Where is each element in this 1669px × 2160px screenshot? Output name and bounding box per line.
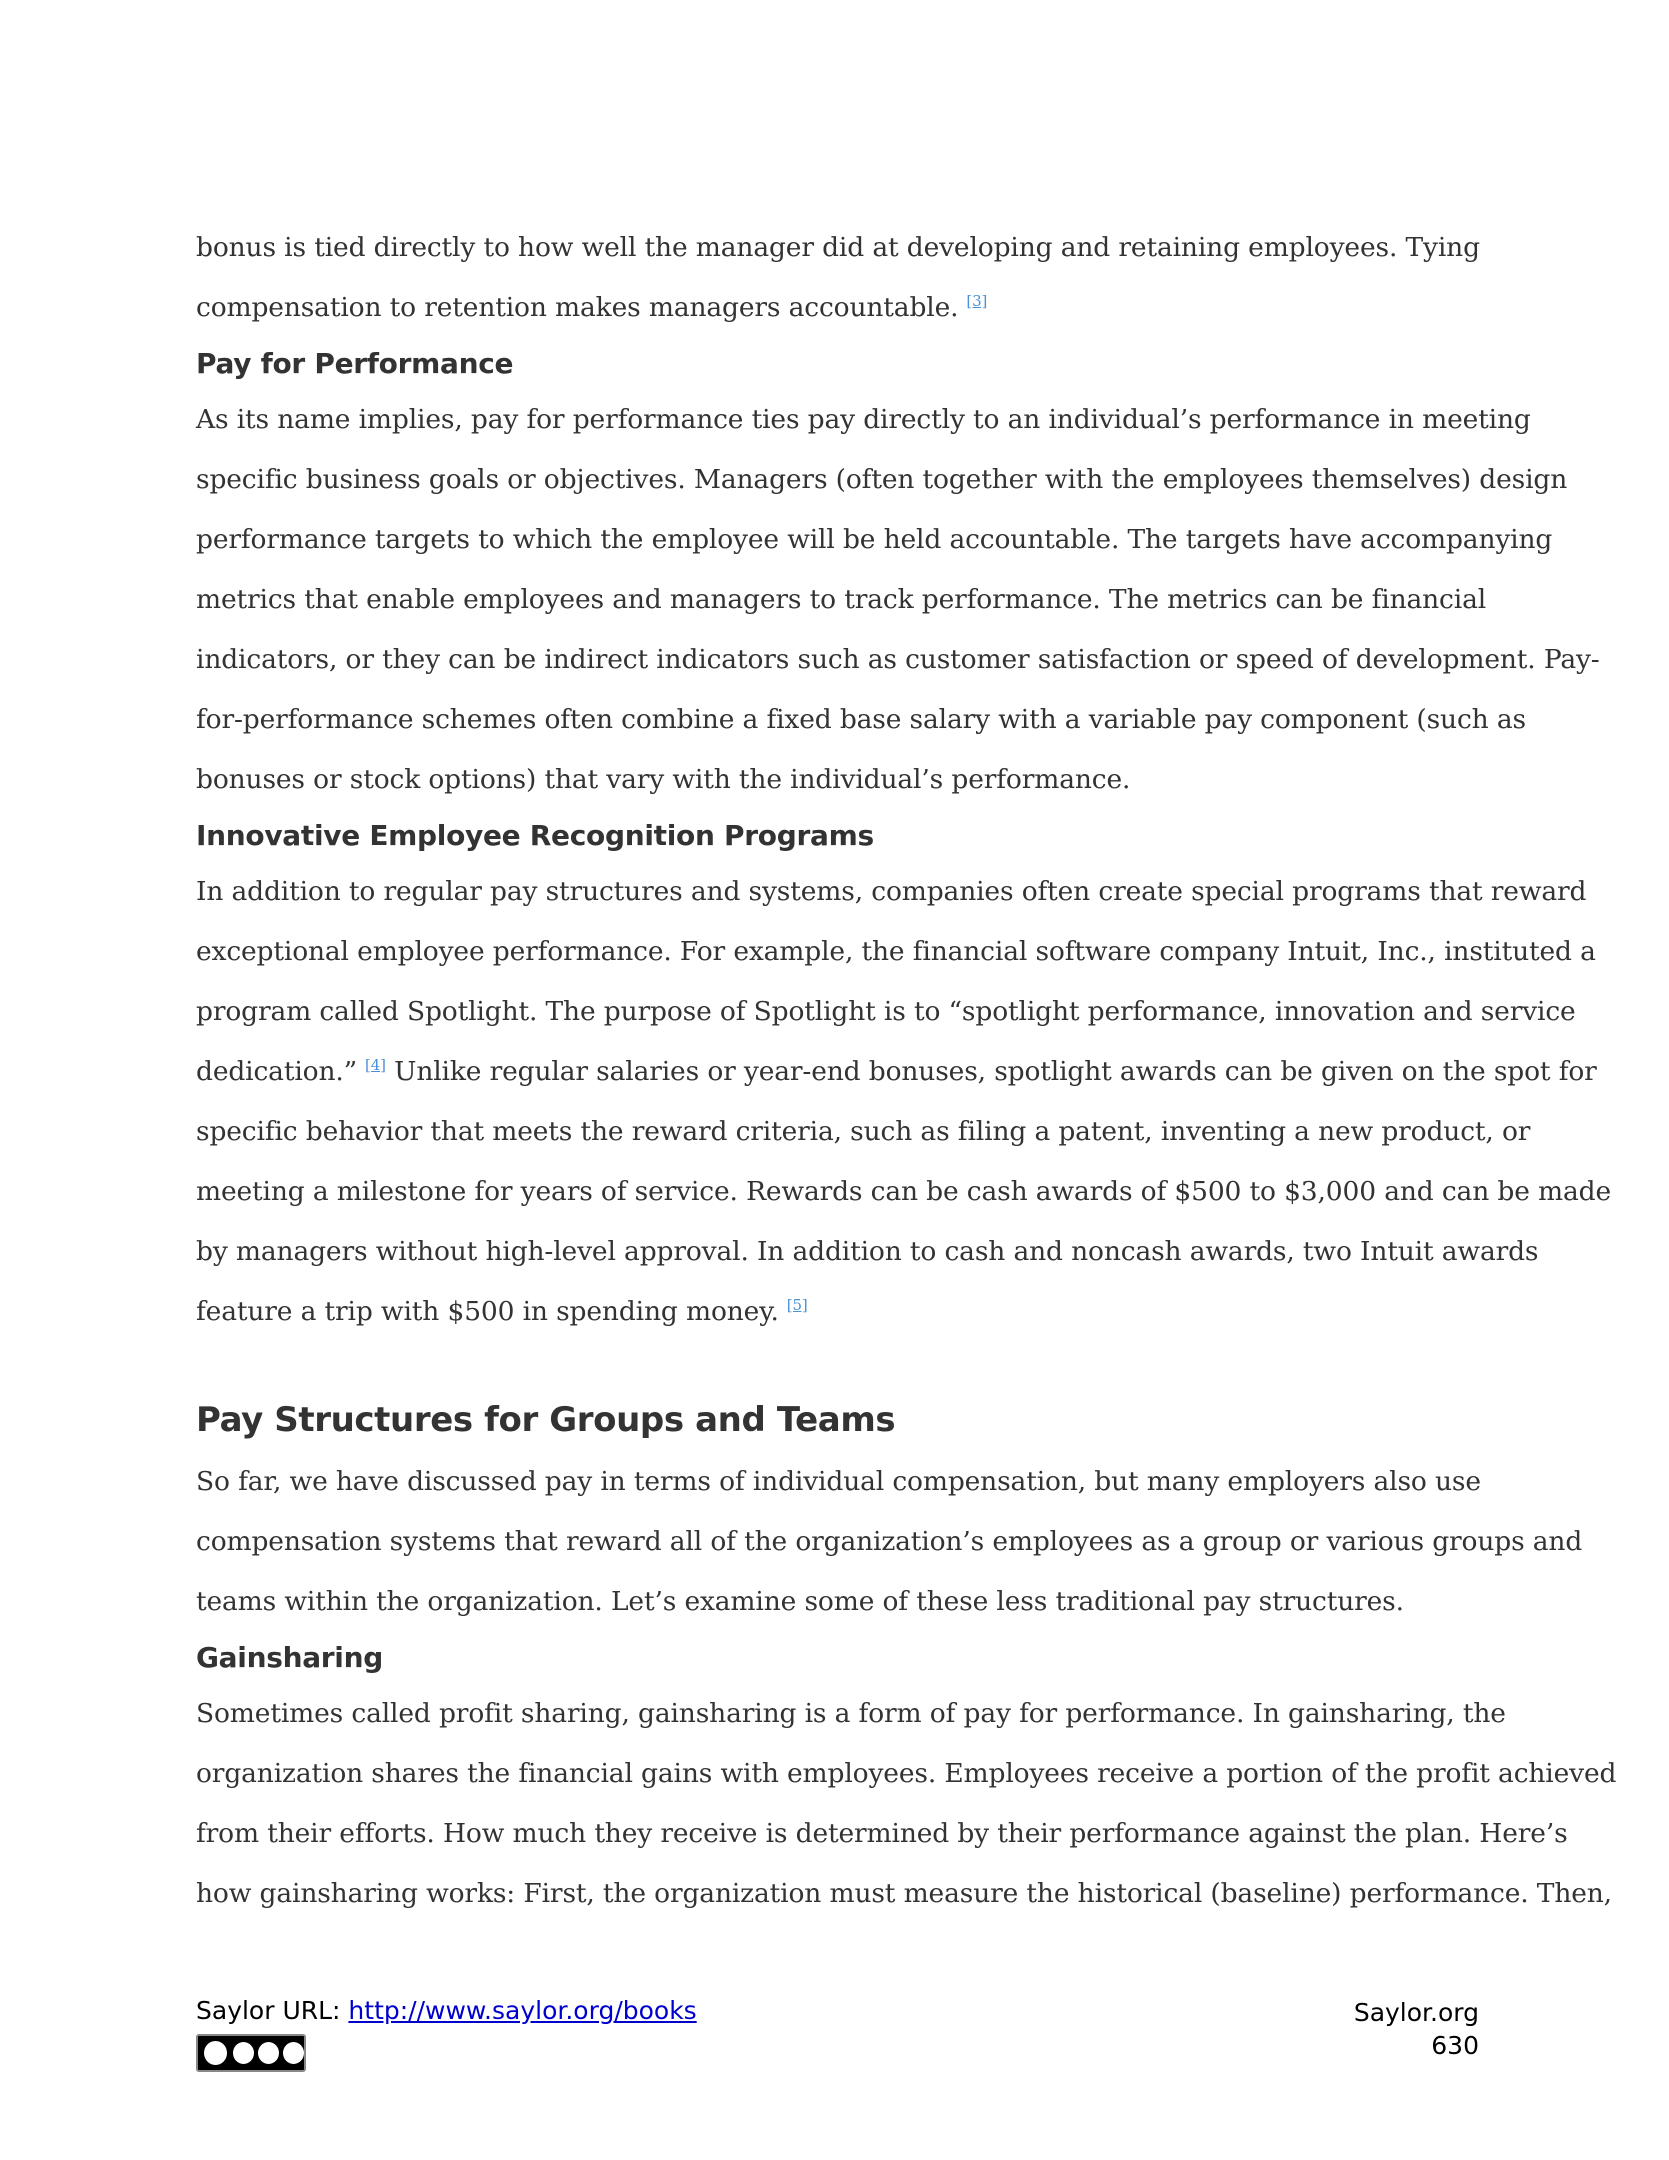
footer-site — [1354, 1996, 1479, 2062]
text-line: feature a trip with $500 in spending money. [5] — [196, 1296, 808, 1327]
text-line: specific business goals or objectives. Managers (often together with the employees themselves) design — [196, 464, 1568, 495]
text-line: metrics that enable employees and managers to track performance. The metrics can be financial — [196, 584, 1487, 615]
text-line: program called Spotlight. The purpose of Spotlight is to “spotlight performance, innovation and service — [196, 996, 1576, 1027]
page-content — [196, 218, 1617, 1924]
text-line: organization shares the financial gains with employees. Employees receive a portion of the profit achieved — [196, 1758, 1617, 1789]
heading-recognition-programs: Innovative Employee Recognition Programs — [196, 819, 874, 852]
text-line: bonuses or stock options) that vary with the individual’s performance. — [196, 764, 1131, 795]
text-line: compensation to retention makes managers accountable. [3] — [196, 292, 988, 323]
recognition-paragraph — [196, 862, 1611, 1342]
nc-icon — [258, 2042, 279, 2064]
footnote-link-4[interactable]: [4] — [365, 1056, 386, 1075]
footer-url-label: Saylor URL: — [196, 1996, 349, 2025]
intro-paragraph — [196, 218, 1486, 338]
text-line: performance targets to which the employee will be held accountable. The targets have accompanying — [196, 524, 1553, 555]
text-line: dedication.” [4] Unlike regular salaries or year-end bonuses, spotlight awards can be given on the spot for — [196, 1056, 1597, 1087]
text-line: from their efforts. How much they receive is determined by their performance against the plan. Here’s — [196, 1818, 1568, 1849]
text-line: As its name implies, pay for performance ties pay directly to an individual’s performance in meeting — [196, 404, 1531, 435]
text-line: In addition to regular pay structures and systems, companies often create special programs that reward — [196, 876, 1587, 907]
text-line: for-performance schemes often combine a fixed base salary with a variable pay component (such as — [196, 704, 1526, 735]
pay-for-performance-paragraph — [196, 390, 1600, 810]
by-icon — [233, 2042, 254, 2064]
footer-site-name: Saylor.org — [1353, 1998, 1479, 2027]
text-line: meeting a milestone for years of service. Rewards can be cash awards of $500 to $3,000 and can be made — [196, 1176, 1611, 1207]
heading-pay-for-performance: Pay for Performance — [196, 347, 514, 380]
saylor-books-link[interactable]: http://www.saylor.org/books — [348, 1996, 697, 2025]
heading-groups-and-teams: Pay Structures for Groups and Teams — [196, 1400, 896, 1440]
footnote-link-5[interactable]: [5] — [786, 1296, 808, 1315]
page-number: 630 — [1431, 2031, 1479, 2060]
text-line: So far, we have discussed pay in terms of individual compensation, but many employers also use — [196, 1466, 1481, 1497]
text-line: Sometimes called profit sharing, gainsharing is a form of pay for performance. In gainsharing, the — [196, 1698, 1506, 1729]
heading-gainsharing: Gainsharing — [196, 1641, 383, 1674]
cc-by-nc-sa-icon — [196, 2034, 306, 2072]
text-line: indicators, or they can be indirect indicators such as customer satisfaction or speed of development. Pay- — [196, 644, 1600, 675]
sa-icon — [283, 2042, 304, 2064]
cc-logo-icon — [202, 2039, 229, 2067]
text-line: specific behavior that meets the reward criteria, such as filing a patent, inventing a new product, or — [196, 1116, 1531, 1147]
gainsharing-paragraph — [196, 1684, 1617, 1924]
text-line: bonus is tied directly to how well the manager did at developing and retaining employees. Tying — [196, 232, 1480, 263]
text-line: compensation systems that reward all of the organization’s employees as a group or various groups and — [196, 1526, 1583, 1557]
footer-source — [196, 1996, 697, 2025]
groups-paragraph — [196, 1452, 1583, 1632]
text-line: exceptional employee performance. For example, the financial software company Intuit, Inc., instituted a — [196, 936, 1596, 967]
text-line: by managers without high-level approval. In addition to cash and noncash awards, two Intuit awards — [196, 1236, 1539, 1267]
footnote-link-3[interactable]: [3] — [966, 292, 988, 311]
text-line: teams within the organization. Let’s examine some of these less traditional pay structures. — [196, 1586, 1404, 1617]
text-line: how gainsharing works: First, the organization must measure the historical (baseline) performance. Then, — [196, 1878, 1612, 1909]
